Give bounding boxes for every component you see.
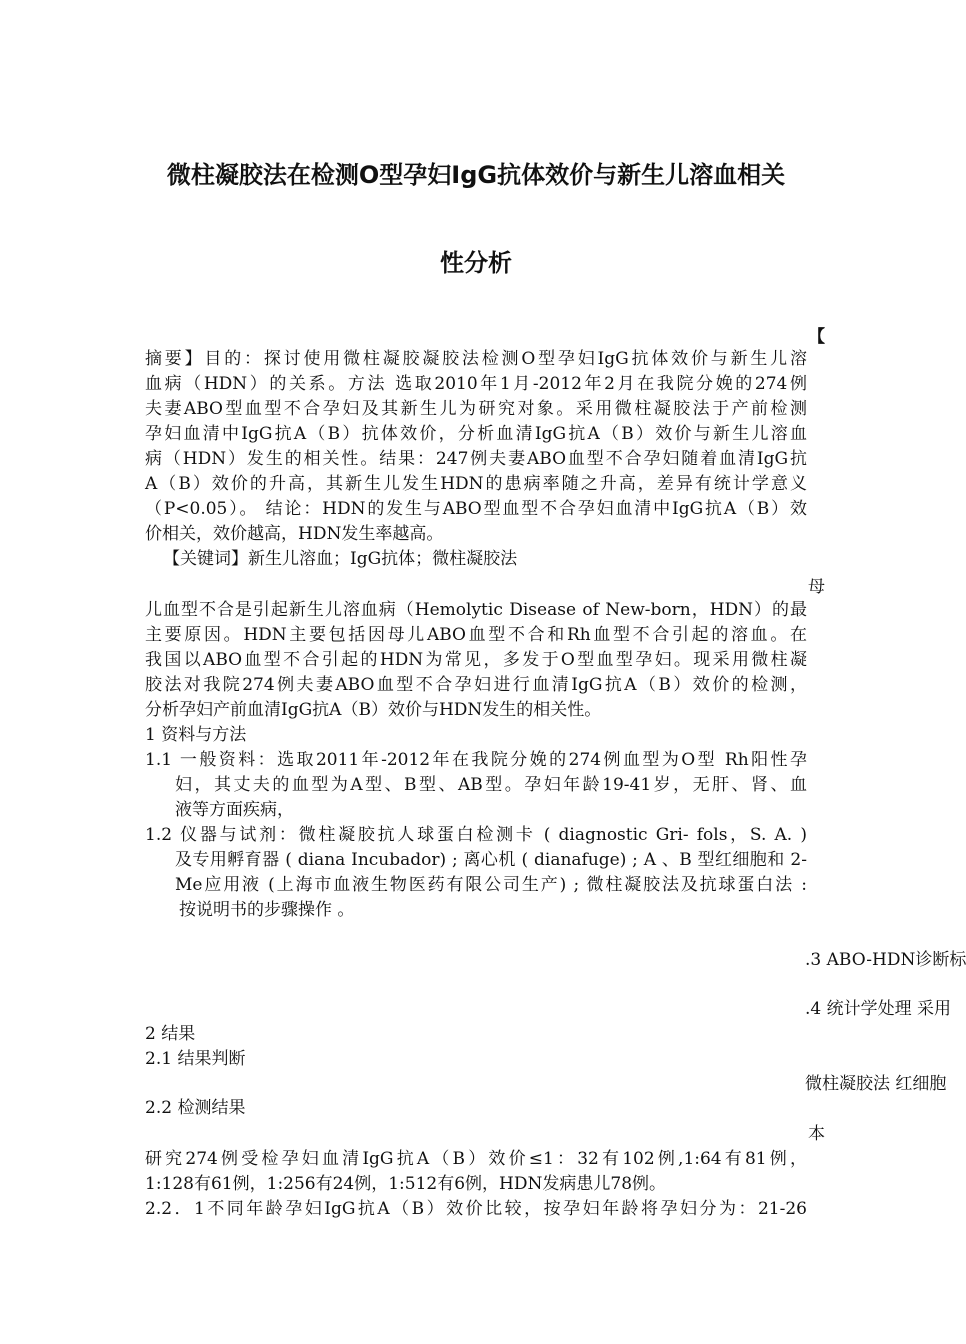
document-title-line-1: 微柱凝胶法在检测O型孕妇IgG抗体效价与新生儿溶血相关 <box>166 161 786 189</box>
intro-line: 胶法对我院274例夫妻ABO血型不合孕妇进行血清IgG抗A（B）效价的检测， <box>145 675 807 695</box>
subsection-2-2-heading: 2.2 检测结果 <box>145 1098 246 1118</box>
intro-line: 主要原因。HDN主要包括因母儿ABO血型不合和Rh血型不合引起的溶血。在 <box>145 625 807 645</box>
section-heading: 1 资料与方法 <box>145 725 247 745</box>
abstract-line: （P<0.05）。 结论：HDN的发生与ABO型血型不合孕妇血清中IgG抗A（B）效 <box>145 499 807 519</box>
subsection-1-1-line: 液等方面疾病， <box>175 800 294 820</box>
intro-line: 分析孕妇产前血清IgG抗A（B）效价与HDN发生的相关性。 <box>145 700 602 720</box>
subsection-1-2-line: 按说明书的步骤操作 。 <box>179 900 355 920</box>
abstract-line: 病（HDN）发生的相关性。结果：247例夫妻ABO血型不合孕妇随着血清IgG抗 <box>145 449 807 469</box>
results-line: 研究274例受检孕妇血清IgG抗A（B）效价≤1：32有102例,1:64有81例， <box>145 1149 807 1169</box>
keywords: 【关键词】新生儿溶血；IgG抗体；微柱凝胶法 <box>163 549 518 569</box>
abstract-line: 夫妻ABO型血型不合孕妇及其新生儿为研究对象。采用微柱凝胶法于产前检测 <box>145 399 807 419</box>
margin-mu: 母 <box>808 577 825 597</box>
results-line: 1:128有61例，1:256有24例，1:512有6例，HDN发病患儿78例。 <box>145 1174 667 1194</box>
margin-ben: 本 <box>808 1124 825 1144</box>
subsection-1-2-line: Me应用液 (上海市血液生物医药有限公司生产) ; 微柱凝胶法及抗球蛋白法 : <box>175 875 807 895</box>
abstract-line: 血病（HDN）的关系。方法 选取2010年1月-2012年2月在我院分娩的274例 <box>145 374 807 394</box>
abstract-line: A（B）效价的升高，其新生儿发生HDN的患病率随之升高，差异有统计学意义 <box>145 474 807 494</box>
margin-bracket: 【 <box>808 327 825 347</box>
intro-line: 儿血型不合是引起新生儿溶血病（Hemolytic Disease of New-born，HDN）的最 <box>145 600 807 620</box>
intro-line: 我国以ABO血型不合引起的HDN为常见，多发于O型血型孕妇。现采用微柱凝 <box>145 650 807 670</box>
margin-subsection-1-3: .3 ABO-HDN诊断标 <box>805 950 966 970</box>
subsection-1-1-line: 妇，其丈夫的血型为A型、B型、AB型。孕妇年龄19-41岁，无肝、肾、血 <box>175 775 807 795</box>
subsection-1-2-line: 1.2 仪器与试剂：微柱凝胶抗人球蛋白检测卡 ( diagnostic Gri- fols，S. A. ) <box>145 825 807 845</box>
results-line: 2.2．1不同年龄孕妇IgG抗A（B）效价比较，按孕妇年龄将孕妇分为：21-26 <box>145 1199 807 1219</box>
margin-subsection-1-4: .4 统计学处理 采用 <box>805 999 952 1019</box>
abstract-line: 摘要】目的：探讨使用微柱凝胶凝胶法检测O型孕妇IgG抗体效价与新生儿溶 <box>145 349 807 369</box>
subsection-1-2-line: 及专用孵育器 ( diana Incubador) ; 离心机 ( dianafuge) ; A 、B 型红细胞和 2- <box>175 850 807 870</box>
subsection-1-1-line: 1.1 一般资料：选取2011年-2012年在我院分娩的274例血型为O型 Rh阳性孕 <box>145 750 807 770</box>
abstract-line: 价相关，效价越高，HDN发生率越高。 <box>145 524 444 544</box>
subsection-2-1-heading: 2.1 结果判断 <box>145 1049 246 1069</box>
document-title-line-2: 性分析 <box>440 249 512 277</box>
abstract-line: 孕妇血清中IgG抗A（B）抗体效价，分析血清IgG抗A（B）效价与新生儿溶血 <box>145 424 807 444</box>
section-heading: 2 结果 <box>145 1024 196 1044</box>
margin-microcolumn-gel: 微柱凝胶法 红细胞 <box>805 1074 947 1094</box>
